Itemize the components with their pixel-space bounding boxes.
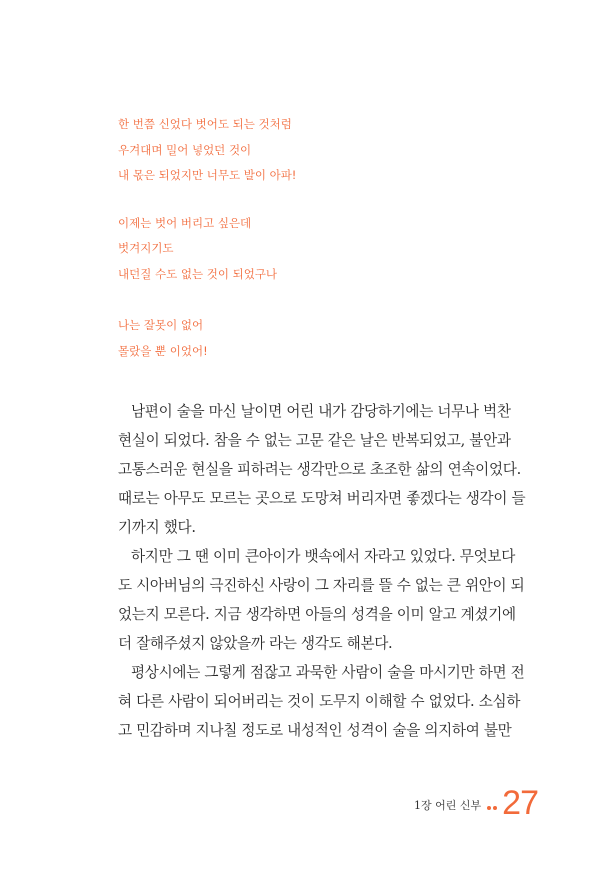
chapter-label: 1장 어린 신부 bbox=[414, 799, 482, 812]
dot-icon bbox=[493, 806, 497, 810]
dots-ornament bbox=[487, 806, 499, 810]
body-line: 현실이 되었다. 참을 수 없는 고문 같은 날은 반복되었고, 불안과 bbox=[118, 432, 511, 449]
poem-stanza-1 bbox=[118, 114, 538, 191]
poem-line: 우겨대며 밀어 넣었던 것이 bbox=[118, 142, 252, 157]
poem-line: 내 몫은 되었지만 너무도 발이 아파! bbox=[118, 168, 297, 182]
poem-line: 한 번쯤 신었다 벗어도 되는 것처럼 bbox=[118, 117, 292, 131]
page-number: 27 bbox=[502, 784, 538, 822]
body-text bbox=[118, 397, 526, 745]
poem-line: 이제는 벗어 버리고 싶은데 bbox=[118, 215, 252, 230]
body-line: 하지만 그 땐 이미 큰아이가 뱃속에서 자라고 있었다. 무엇보다 bbox=[131, 548, 515, 565]
poem-line: 몰랐을 뿐 이었어! bbox=[118, 343, 208, 358]
poem-line: 나는 잘못이 없어 bbox=[118, 318, 204, 332]
body-line: 었는지 모른다. 지금 생각하면 아들의 성격을 이미 알고 계셨기에 bbox=[118, 606, 516, 623]
body-line: 남편이 술을 마신 날이면 어린 내가 감당하기에는 너무나 벅찬 bbox=[131, 403, 511, 420]
poem-block bbox=[118, 114, 538, 388]
body-line: 기까지 했다. bbox=[118, 519, 196, 536]
page-footer bbox=[414, 780, 538, 820]
dot-icon bbox=[487, 806, 491, 810]
poem-stanza-3 bbox=[118, 315, 538, 366]
body-line: 고통스러운 현실을 피하려는 생각만으로 초조한 삶의 연속이었다. bbox=[118, 461, 521, 478]
body-line: 고 민감하며 지나칠 정도로 내성적인 성격이 술을 의지하여 불만 bbox=[118, 722, 512, 739]
poem-line: 벗겨지기도 bbox=[118, 241, 174, 255]
body-line: 때로는 아무도 모르는 곳으로 도망쳐 버리자면 좋겠다는 생각이 들 bbox=[118, 490, 526, 507]
poem-stanza-2 bbox=[118, 213, 538, 290]
body-line: 더 잘해주셨지 않았을까 라는 생각도 해본다. bbox=[118, 635, 393, 652]
poem-line: 내던질 수도 없는 것이 되었구나 bbox=[118, 266, 278, 281]
body-line: 평상시에는 그렇게 점잖고 과묵한 사람이 술을 마시기만 하면 전 bbox=[131, 664, 525, 681]
body-line: 혀 다른 사람이 되어버리는 것이 도무지 이해할 수 없었다. 소심하 bbox=[118, 693, 521, 710]
body-line: 도 시아버님의 극진하신 사랑이 그 자리를 뜰 수 없는 큰 위안이 되 bbox=[118, 577, 525, 594]
